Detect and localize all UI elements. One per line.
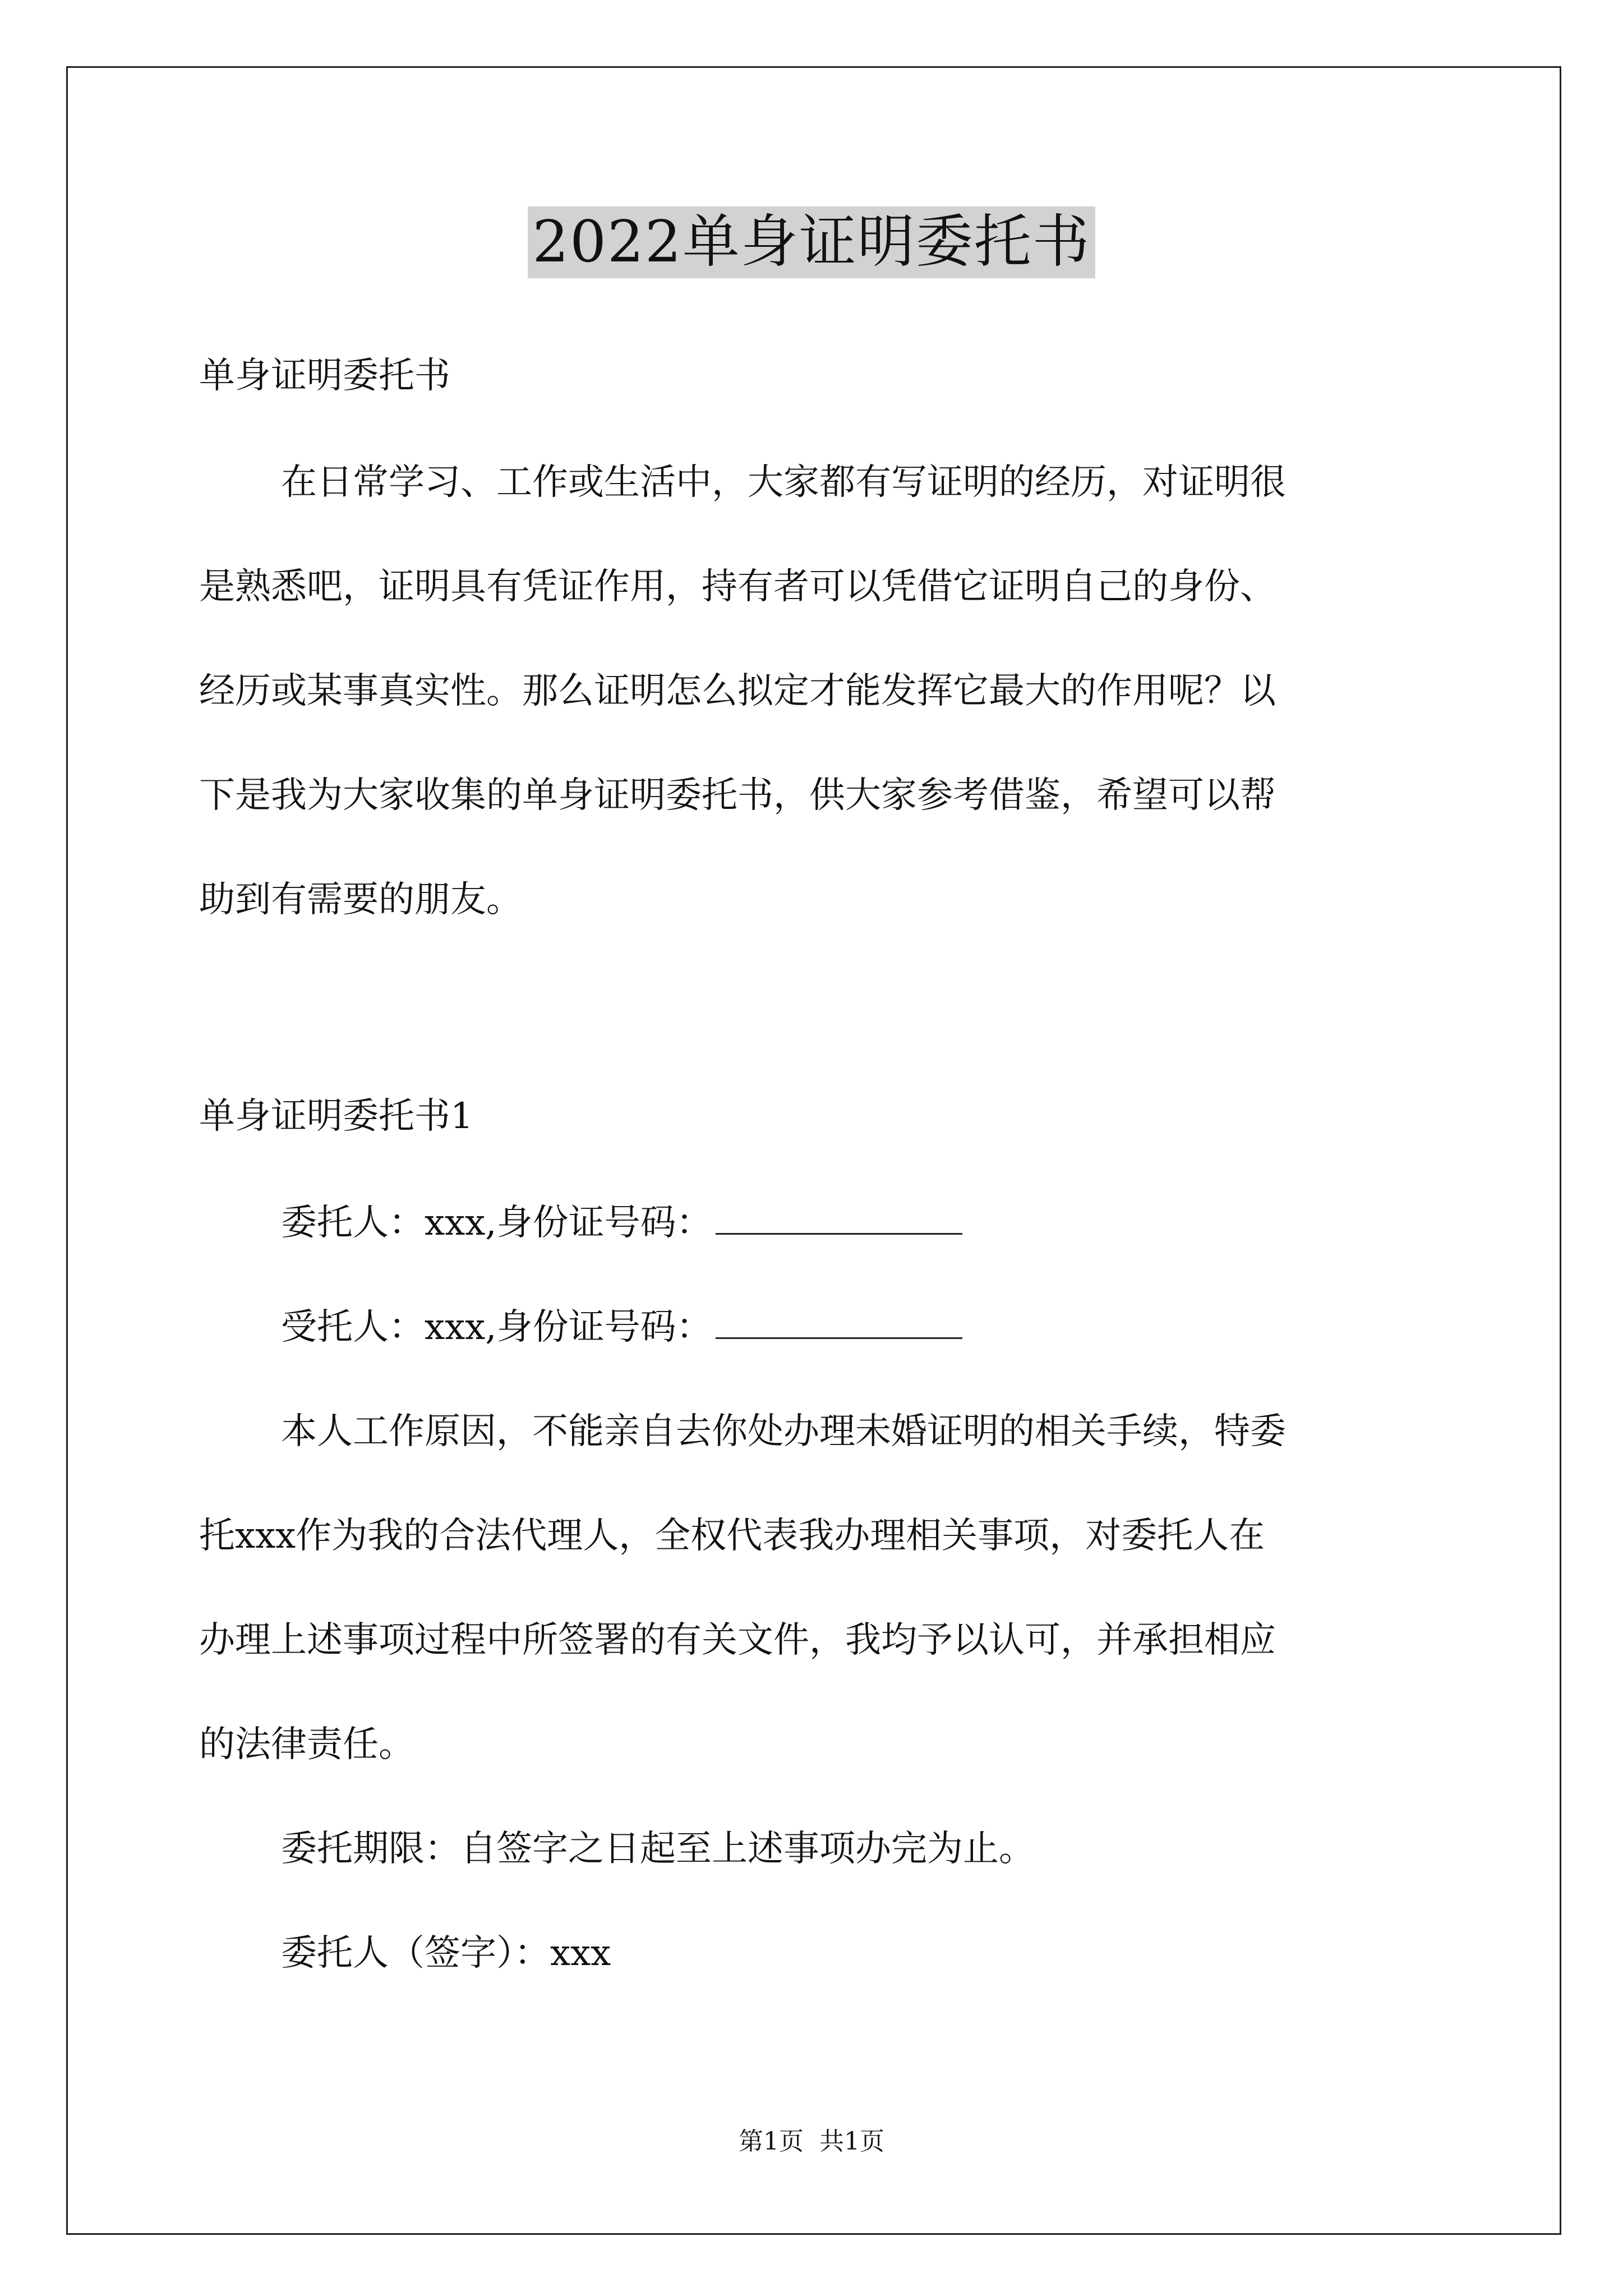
page-total: 共1页 (819, 2127, 884, 2156)
body-line-4: 的法律责任。 (199, 1724, 414, 1765)
document-subtitle: 单身证明委托书 (199, 355, 450, 397)
body-line-1: 本人工作原因，不能亲自去你处办理未婚证明的相关手续，特委 (281, 1411, 1286, 1452)
intro-line-4: 下是我为大家收集的单身证明委托书，供大家参考借鉴，希望可以帮 (199, 775, 1276, 816)
page-current: 第1页 (739, 2127, 804, 2156)
agent-line (281, 1305, 962, 1350)
intro-line-3: 经历或某事真实性。那么证明怎么拟定才能发挥它最大的作用呢？以 (199, 670, 1276, 712)
section-heading: 单身证明委托书1 (199, 1096, 473, 1137)
agent-label: 受托人：xxx,身份证号码： (281, 1306, 712, 1348)
term-line: 委托期限：自签字之日起至上述事项办完为止。 (281, 1828, 1035, 1870)
title-container (0, 206, 1623, 278)
agent-id-blank (716, 1306, 962, 1339)
document-title: 2022单身证明委托书 (528, 206, 1095, 278)
principal-id-blank (716, 1202, 962, 1235)
intro-line-2: 是熟悉吧，证明具有凭证作用，持有者可以凭借它证明自己的身份、 (199, 566, 1276, 608)
page-footer (0, 2126, 1623, 2157)
signature-line: 委托人（签字）：xxx (281, 1932, 611, 1974)
body-line-2: 托xxx作为我的合法代理人，全权代表我办理相关事项，对委托人在 (199, 1515, 1265, 1557)
body-line-3: 办理上述事项过程中所签署的有关文件，我均予以认可，并承担相应 (199, 1619, 1276, 1661)
intro-line-1: 在日常学习、工作或生活中，大家都有写证明的经历，对证明很 (281, 462, 1286, 503)
principal-line (281, 1200, 962, 1245)
principal-label: 委托人：xxx,身份证号码： (281, 1202, 712, 1244)
intro-line-5: 助到有需要的朋友。 (199, 879, 522, 921)
